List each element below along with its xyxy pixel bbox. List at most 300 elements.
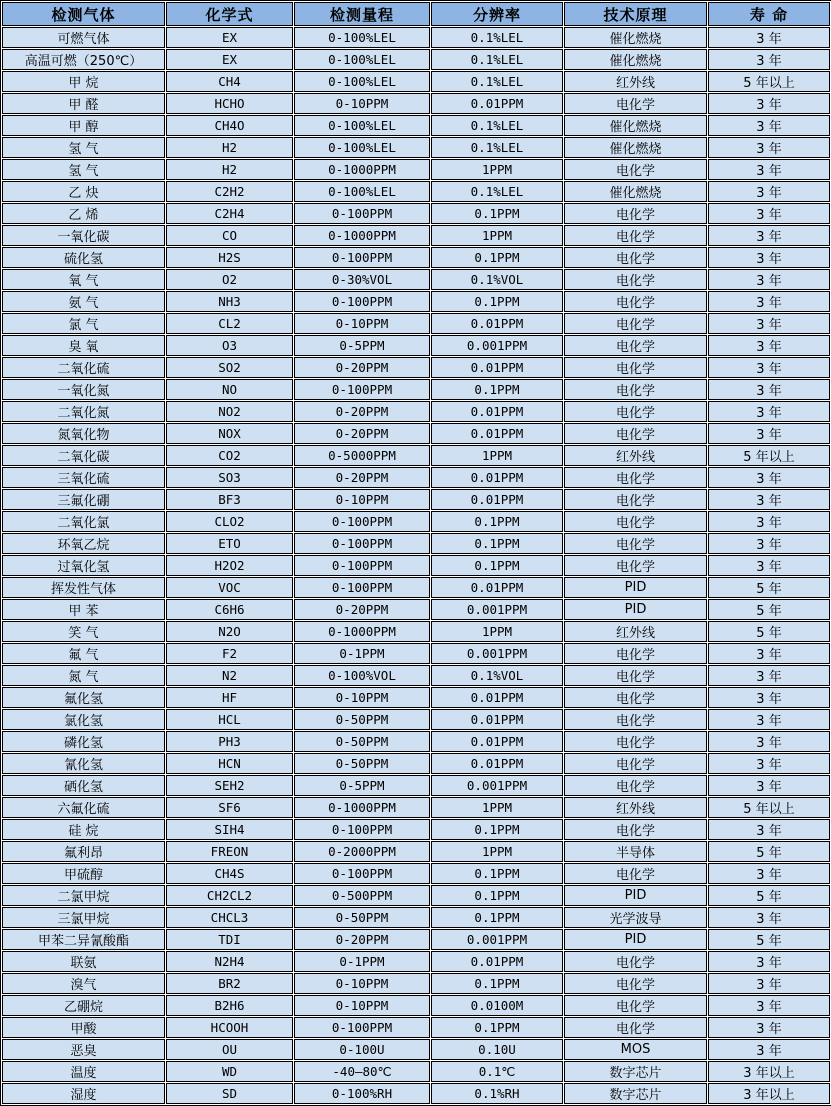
cell-resolution: 0.1PPM [431, 511, 563, 532]
cell-formula: SF6 [166, 797, 293, 818]
cell-lifespan: 3 年 [708, 643, 830, 664]
table-row [2, 1083, 830, 1104]
cell-resolution: 0.10U [431, 1039, 563, 1060]
cell-range: 0-10PPM [294, 995, 430, 1016]
cell-range: 0-50PPM [294, 709, 430, 730]
cell-range: 0-100PPM [294, 1017, 430, 1038]
cell-formula: SIH4 [166, 819, 293, 840]
cell-gas: 二氧化碳 [2, 445, 165, 466]
cell-principle: 催化燃烧 [564, 181, 707, 202]
cell-lifespan: 3 年 [708, 225, 830, 246]
cell-principle: MOS [564, 1039, 707, 1060]
cell-resolution: 0.001PPM [431, 929, 563, 950]
cell-gas: 过氧化氢 [2, 555, 165, 576]
cell-gas: 二氧化硫 [2, 357, 165, 378]
table-row [2, 423, 830, 444]
cell-formula: WD [166, 1061, 293, 1082]
cell-range: 0-100PPM [294, 819, 430, 840]
cell-resolution: 0.001PPM [431, 643, 563, 664]
cell-formula: HF [166, 687, 293, 708]
cell-formula: CO2 [166, 445, 293, 466]
cell-gas: 三氯甲烷 [2, 907, 165, 928]
table-row [2, 467, 830, 488]
cell-resolution: 0.1%LEL [431, 115, 563, 136]
cell-lifespan: 3 年 [708, 357, 830, 378]
cell-gas: 硫化氢 [2, 247, 165, 268]
cell-gas: 高温可燃（250℃） [2, 49, 165, 70]
cell-formula: H2 [166, 159, 293, 180]
cell-resolution: 0.1PPM [431, 291, 563, 312]
cell-range: 0-30%VOL [294, 269, 430, 290]
cell-lifespan: 3 年 [708, 775, 830, 796]
table-row [2, 93, 830, 114]
cell-range: 0-100PPM [294, 555, 430, 576]
cell-formula: C2H4 [166, 203, 293, 224]
cell-gas: 氯化氢 [2, 709, 165, 730]
cell-gas: 联氨 [2, 951, 165, 972]
cell-principle: 电化学 [564, 731, 707, 752]
cell-principle: 电化学 [564, 511, 707, 532]
cell-gas: 磷化氢 [2, 731, 165, 752]
cell-principle: 电化学 [564, 533, 707, 554]
cell-range: 0-20PPM [294, 423, 430, 444]
cell-lifespan: 3 年 [708, 995, 830, 1016]
table-row [2, 511, 830, 532]
table-row [2, 401, 830, 422]
cell-lifespan: 3 年 [708, 467, 830, 488]
cell-gas: 氮氧化物 [2, 423, 165, 444]
cell-gas: 氟 气 [2, 643, 165, 664]
cell-principle: 催化燃烧 [564, 115, 707, 136]
cell-gas: 氢 气 [2, 137, 165, 158]
cell-resolution: 0.01PPM [431, 93, 563, 114]
cell-gas: 甲 苯 [2, 599, 165, 620]
table-row [2, 181, 830, 202]
cell-formula: N2O [166, 621, 293, 642]
cell-gas: 甲 醇 [2, 115, 165, 136]
cell-principle: 电化学 [564, 467, 707, 488]
cell-formula: HCN [166, 753, 293, 774]
cell-gas: 氨 气 [2, 291, 165, 312]
column-header-principle: 技术原理 [564, 2, 707, 26]
cell-principle: 红外线 [564, 797, 707, 818]
cell-resolution: 0.1%RH [431, 1083, 563, 1104]
cell-formula: SEH2 [166, 775, 293, 796]
cell-range: 0-100%LEL [294, 71, 430, 92]
cell-range: 0-20PPM [294, 401, 430, 422]
cell-formula: CLO2 [166, 511, 293, 532]
cell-range: 0-100%VOL [294, 665, 430, 686]
cell-resolution: 0.1PPM [431, 885, 563, 906]
cell-formula: C6H6 [166, 599, 293, 620]
table-row [2, 599, 830, 620]
cell-gas: 氧 气 [2, 269, 165, 290]
cell-formula: CH4S [166, 863, 293, 884]
cell-resolution: 0.0100M [431, 995, 563, 1016]
cell-lifespan: 3 年 [708, 49, 830, 70]
cell-formula: CHCL3 [166, 907, 293, 928]
cell-range: 0-5000PPM [294, 445, 430, 466]
cell-lifespan: 3 年以上 [708, 1083, 830, 1104]
cell-resolution: 0.001PPM [431, 599, 563, 620]
cell-formula: EX [166, 49, 293, 70]
cell-gas: 乙 烯 [2, 203, 165, 224]
table-row [2, 621, 830, 642]
table-row [2, 379, 830, 400]
cell-lifespan: 3 年 [708, 423, 830, 444]
cell-lifespan: 5 年以上 [708, 797, 830, 818]
cell-formula: VOC [166, 577, 293, 598]
cell-formula: H2S [166, 247, 293, 268]
cell-resolution: 0.01PPM [431, 401, 563, 422]
cell-formula: BF3 [166, 489, 293, 510]
cell-formula: NH3 [166, 291, 293, 312]
cell-gas: 氟化氢 [2, 687, 165, 708]
cell-gas: 氰化氢 [2, 753, 165, 774]
cell-lifespan: 3 年以上 [708, 1061, 830, 1082]
cell-principle: 电化学 [564, 709, 707, 730]
cell-formula: EX [166, 27, 293, 48]
cell-lifespan: 3 年 [708, 401, 830, 422]
cell-principle: 电化学 [564, 313, 707, 334]
cell-gas: 三氧化硫 [2, 467, 165, 488]
cell-principle: 电化学 [564, 555, 707, 576]
cell-principle: 电化学 [564, 357, 707, 378]
cell-resolution: 0.1PPM [431, 907, 563, 928]
cell-lifespan: 5 年以上 [708, 71, 830, 92]
table-row [2, 115, 830, 136]
cell-lifespan: 3 年 [708, 907, 830, 928]
cell-principle: 电化学 [564, 269, 707, 290]
cell-formula: SO2 [166, 357, 293, 378]
cell-range: 0-20PPM [294, 467, 430, 488]
cell-gas: 三氟化硼 [2, 489, 165, 510]
cell-resolution: 0.1%VOL [431, 665, 563, 686]
cell-principle: 催化燃烧 [564, 49, 707, 70]
cell-range: 0-100%RH [294, 1083, 430, 1104]
cell-principle: 电化学 [564, 379, 707, 400]
cell-principle: 电化学 [564, 93, 707, 114]
table-row [2, 555, 830, 576]
cell-principle: 电化学 [564, 291, 707, 312]
table-row [2, 995, 830, 1016]
cell-range: 0-100%LEL [294, 27, 430, 48]
cell-range: 0-1000PPM [294, 225, 430, 246]
table-row [2, 819, 830, 840]
cell-formula: CO [166, 225, 293, 246]
cell-principle: 电化学 [564, 203, 707, 224]
cell-range: 0-100%LEL [294, 49, 430, 70]
table-row [2, 577, 830, 598]
table-row [2, 159, 830, 180]
cell-principle: 电化学 [564, 775, 707, 796]
cell-resolution: 0.01PPM [431, 731, 563, 752]
cell-lifespan: 3 年 [708, 313, 830, 334]
cell-gas: 挥发性气体 [2, 577, 165, 598]
cell-formula: OU [166, 1039, 293, 1060]
cell-formula: NO [166, 379, 293, 400]
cell-principle: 电化学 [564, 665, 707, 686]
cell-principle: 红外线 [564, 621, 707, 642]
cell-resolution: 0.1PPM [431, 863, 563, 884]
cell-principle: 红外线 [564, 445, 707, 466]
cell-lifespan: 3 年 [708, 137, 830, 158]
cell-range: 0-50PPM [294, 907, 430, 928]
cell-resolution: 1PPM [431, 797, 563, 818]
cell-lifespan: 3 年 [708, 709, 830, 730]
column-header-range: 检测量程 [294, 2, 430, 26]
cell-lifespan: 5 年 [708, 929, 830, 950]
cell-formula: SO3 [166, 467, 293, 488]
cell-gas: 可燃气体 [2, 27, 165, 48]
cell-resolution: 0.1PPM [431, 247, 563, 268]
cell-gas: 笑 气 [2, 621, 165, 642]
cell-lifespan: 3 年 [708, 1017, 830, 1038]
table-row [2, 357, 830, 378]
cell-range: 0-100PPM [294, 203, 430, 224]
cell-principle: 电化学 [564, 423, 707, 444]
cell-lifespan: 3 年 [708, 731, 830, 752]
cell-formula: HCOOH [166, 1017, 293, 1038]
cell-range: 0-100%LEL [294, 181, 430, 202]
cell-formula: ETO [166, 533, 293, 554]
cell-resolution: 1PPM [431, 445, 563, 466]
cell-formula: O3 [166, 335, 293, 356]
cell-range: 0-50PPM [294, 731, 430, 752]
cell-resolution: 0.01PPM [431, 687, 563, 708]
cell-lifespan: 5 年 [708, 885, 830, 906]
cell-gas: 氮 气 [2, 665, 165, 686]
cell-gas: 一氧化氮 [2, 379, 165, 400]
cell-range: 0-100%LEL [294, 137, 430, 158]
cell-range: 0-100PPM [294, 379, 430, 400]
cell-resolution: 0.1%LEL [431, 137, 563, 158]
cell-lifespan: 3 年 [708, 665, 830, 686]
cell-range: -40—80℃ [294, 1061, 430, 1082]
cell-formula: NOX [166, 423, 293, 444]
cell-range: 0-50PPM [294, 753, 430, 774]
cell-principle: 电化学 [564, 643, 707, 664]
cell-range: 0-1000PPM [294, 797, 430, 818]
cell-resolution: 0.1%LEL [431, 27, 563, 48]
cell-gas: 氯 气 [2, 313, 165, 334]
cell-formula: CH2CL2 [166, 885, 293, 906]
cell-gas: 硒化氢 [2, 775, 165, 796]
cell-formula: N2 [166, 665, 293, 686]
cell-resolution: 0.01PPM [431, 489, 563, 510]
cell-lifespan: 3 年 [708, 93, 830, 114]
cell-principle: 光学波导 [564, 907, 707, 928]
cell-lifespan: 3 年 [708, 533, 830, 554]
cell-gas: 湿度 [2, 1083, 165, 1104]
table-row [2, 489, 830, 510]
cell-range: 0-1PPM [294, 643, 430, 664]
cell-resolution: 0.001PPM [431, 335, 563, 356]
cell-gas: 甲 醛 [2, 93, 165, 114]
cell-range: 0-10PPM [294, 93, 430, 114]
cell-principle: PID [564, 929, 707, 950]
cell-formula: O2 [166, 269, 293, 290]
cell-gas: 温度 [2, 1061, 165, 1082]
cell-range: 0-20PPM [294, 929, 430, 950]
cell-gas: 六氟化硫 [2, 797, 165, 818]
cell-gas: 环氧乙烷 [2, 533, 165, 554]
table-row [2, 775, 830, 796]
cell-principle: PID [564, 885, 707, 906]
cell-range: 0-100PPM [294, 511, 430, 532]
cell-principle: 电化学 [564, 225, 707, 246]
cell-gas: 一氧化碳 [2, 225, 165, 246]
cell-resolution: 0.1℃ [431, 1061, 563, 1082]
table-row [2, 1039, 830, 1060]
cell-range: 0-5PPM [294, 335, 430, 356]
table-body [2, 27, 830, 1104]
cell-formula: CH4 [166, 71, 293, 92]
cell-range: 0-20PPM [294, 599, 430, 620]
cell-principle: 电化学 [564, 489, 707, 510]
cell-principle: 电化学 [564, 995, 707, 1016]
cell-principle: 电化学 [564, 335, 707, 356]
cell-principle: 催化燃烧 [564, 27, 707, 48]
table-row [2, 1017, 830, 1038]
cell-principle: 电化学 [564, 973, 707, 994]
cell-formula: C2H2 [166, 181, 293, 202]
table-row [2, 1061, 830, 1082]
table-row [2, 863, 830, 884]
cell-range: 0-2000PPM [294, 841, 430, 862]
cell-principle: 半导体 [564, 841, 707, 862]
table-row [2, 247, 830, 268]
cell-resolution: 0.01PPM [431, 357, 563, 378]
cell-principle: 电化学 [564, 753, 707, 774]
cell-lifespan: 3 年 [708, 379, 830, 400]
cell-lifespan: 3 年 [708, 269, 830, 290]
cell-resolution: 0.1PPM [431, 973, 563, 994]
cell-formula: CH4O [166, 115, 293, 136]
cell-gas: 乙硼烷 [2, 995, 165, 1016]
cell-lifespan: 3 年 [708, 1039, 830, 1060]
cell-lifespan: 3 年 [708, 115, 830, 136]
cell-lifespan: 3 年 [708, 489, 830, 510]
cell-formula: H2 [166, 137, 293, 158]
cell-resolution: 0.1PPM [431, 1017, 563, 1038]
table-row [2, 951, 830, 972]
cell-formula: SD [166, 1083, 293, 1104]
cell-resolution: 1PPM [431, 159, 563, 180]
cell-principle: 电化学 [564, 819, 707, 840]
cell-resolution: 0.1%LEL [431, 181, 563, 202]
cell-resolution: 1PPM [431, 841, 563, 862]
cell-principle: 数字芯片 [564, 1061, 707, 1082]
cell-resolution: 0.1%LEL [431, 71, 563, 92]
cell-range: 0-500PPM [294, 885, 430, 906]
cell-formula: F2 [166, 643, 293, 664]
cell-principle: 红外线 [564, 71, 707, 92]
table-row [2, 533, 830, 554]
cell-range: 0-100PPM [294, 291, 430, 312]
cell-range: 0-100%LEL [294, 115, 430, 136]
table-row [2, 225, 830, 246]
cell-resolution: 0.01PPM [431, 753, 563, 774]
cell-resolution: 1PPM [431, 621, 563, 642]
table-row [2, 445, 830, 466]
table-row [2, 797, 830, 818]
cell-gas: 甲 烷 [2, 71, 165, 92]
cell-lifespan: 5 年 [708, 577, 830, 598]
cell-gas: 溴气 [2, 973, 165, 994]
cell-gas: 恶臭 [2, 1039, 165, 1060]
table-row [2, 841, 830, 862]
table-row [2, 907, 830, 928]
cell-lifespan: 3 年 [708, 159, 830, 180]
cell-resolution: 0.1PPM [431, 203, 563, 224]
cell-lifespan: 5 年 [708, 621, 830, 642]
table-row [2, 753, 830, 774]
cell-gas: 乙 炔 [2, 181, 165, 202]
cell-lifespan: 3 年 [708, 819, 830, 840]
cell-principle: 电化学 [564, 863, 707, 884]
cell-lifespan: 5 年 [708, 841, 830, 862]
cell-resolution: 0.1PPM [431, 555, 563, 576]
cell-resolution: 0.1%VOL [431, 269, 563, 290]
cell-gas: 二氯甲烷 [2, 885, 165, 906]
cell-range: 0-5PPM [294, 775, 430, 796]
column-header-resolution: 分辨率 [431, 2, 563, 26]
cell-gas: 甲苯二异氰酸酯 [2, 929, 165, 950]
table-row [2, 269, 830, 290]
cell-lifespan: 3 年 [708, 181, 830, 202]
table-row [2, 643, 830, 664]
cell-resolution: 0.1%LEL [431, 49, 563, 70]
cell-gas: 氟利昂 [2, 841, 165, 862]
cell-gas: 硅 烷 [2, 819, 165, 840]
cell-formula: HCL [166, 709, 293, 730]
cell-lifespan: 3 年 [708, 753, 830, 774]
table-row [2, 665, 830, 686]
column-header-formula: 化学式 [166, 2, 293, 26]
table-row [2, 49, 830, 70]
cell-lifespan: 5 年以上 [708, 445, 830, 466]
cell-resolution: 0.1PPM [431, 819, 563, 840]
cell-resolution: 0.001PPM [431, 775, 563, 796]
table-row [2, 929, 830, 950]
cell-range: 0-100PPM [294, 533, 430, 554]
cell-formula: H2O2 [166, 555, 293, 576]
cell-gas: 二氧化氮 [2, 401, 165, 422]
cell-lifespan: 3 年 [708, 511, 830, 532]
cell-lifespan: 3 年 [708, 555, 830, 576]
cell-principle: PID [564, 577, 707, 598]
cell-range: 0-10PPM [294, 489, 430, 510]
table-row [2, 973, 830, 994]
cell-principle: 电化学 [564, 401, 707, 422]
cell-lifespan: 3 年 [708, 291, 830, 312]
table-row [2, 731, 830, 752]
cell-resolution: 0.01PPM [431, 577, 563, 598]
cell-resolution: 0.01PPM [431, 709, 563, 730]
cell-principle: 电化学 [564, 1017, 707, 1038]
cell-gas: 甲硫醇 [2, 863, 165, 884]
cell-lifespan: 3 年 [708, 335, 830, 356]
cell-lifespan: 3 年 [708, 27, 830, 48]
cell-resolution: 0.1PPM [431, 533, 563, 554]
cell-gas: 臭 氧 [2, 335, 165, 356]
cell-principle: 电化学 [564, 159, 707, 180]
cell-lifespan: 5 年 [708, 599, 830, 620]
cell-formula: N2H4 [166, 951, 293, 972]
table-row [2, 335, 830, 356]
cell-formula: B2H6 [166, 995, 293, 1016]
